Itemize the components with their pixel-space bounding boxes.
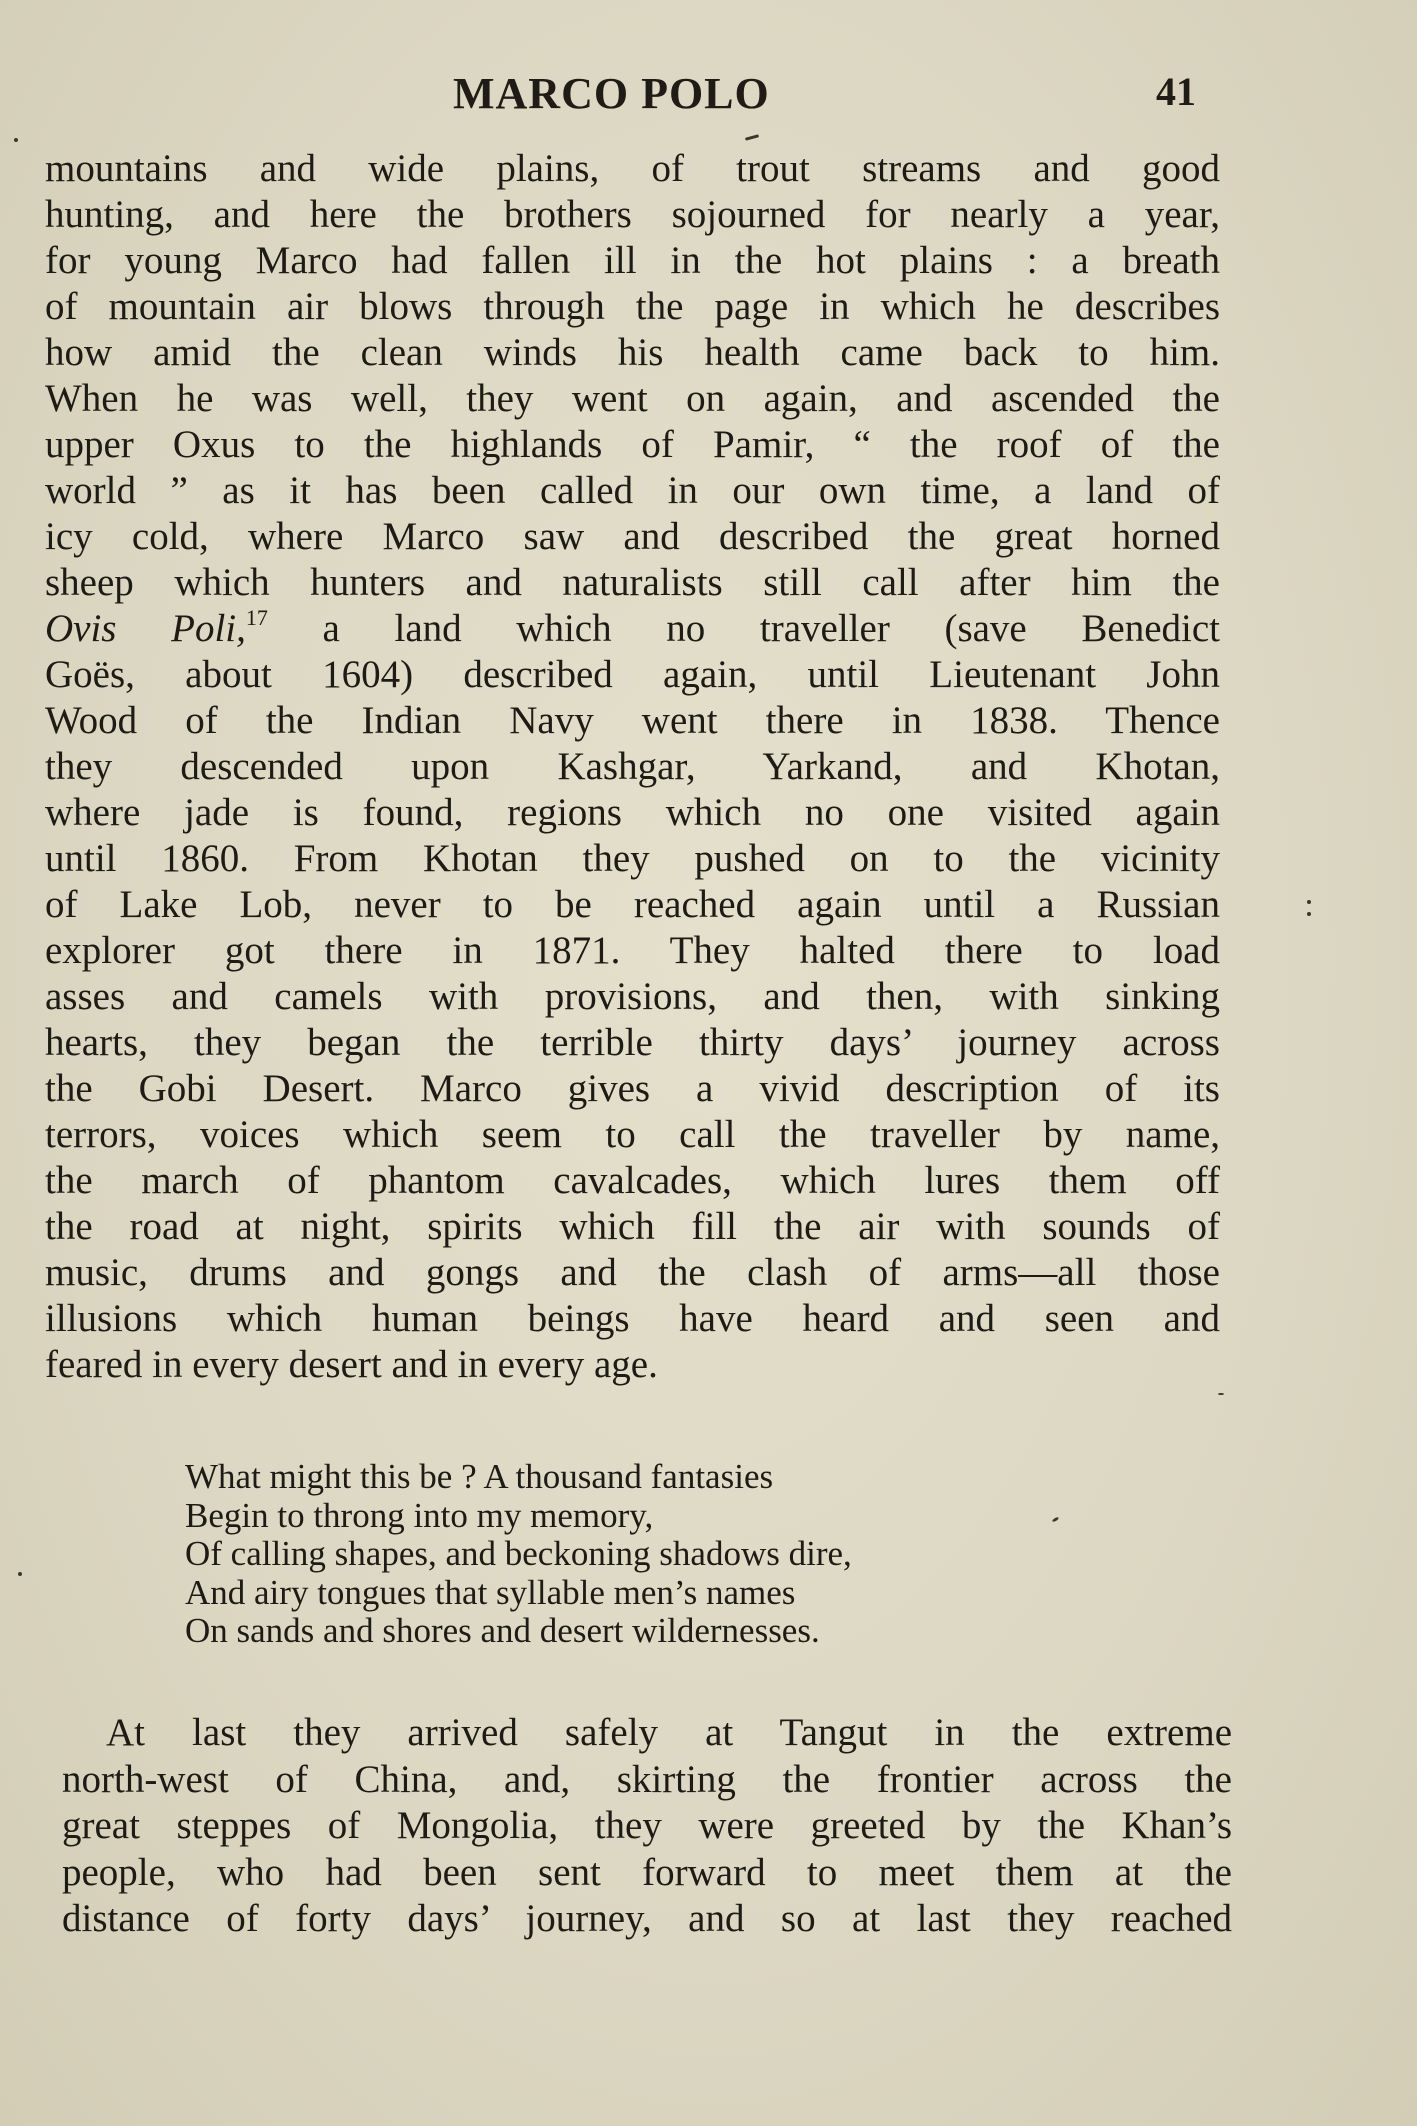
- running-title: MARCO POLO: [453, 69, 770, 118]
- verse-line: Begin to throng into my memory,: [185, 1495, 654, 1535]
- text-line: until 1860. From Khotan they pushed on to the vicinity: [45, 837, 1220, 880]
- text-line: distance of forty days’ journey, and so at last they reached: [62, 1897, 1232, 1940]
- text-line: world ” as it has been called in our own time, a land of: [45, 469, 1220, 512]
- verse-quotation: [185, 1458, 1105, 1651]
- text-line: mountains and wide plains, of trout streams and good: [45, 147, 1220, 190]
- print-speck: [18, 1572, 22, 1576]
- text-line: hunting, and here the brothers sojourned for nearly a year,: [45, 193, 1220, 236]
- text-line: how amid the clean winds his health came back to him.: [45, 331, 1220, 374]
- text-line: the march of phantom cavalcades, which lures them off: [45, 1159, 1220, 1202]
- text-line: they descended upon Kashgar, Yarkand, and Khotan,: [45, 745, 1220, 788]
- text-line: terrors, voices which seem to call the traveller by name,: [45, 1113, 1220, 1156]
- text-line: the road at night, spirits which fill the air with sounds of: [45, 1205, 1220, 1248]
- text-line: Goës, about 1604) described again, until Lieutenant John: [45, 653, 1220, 696]
- verse-line: And airy tongues that syllable men’s names: [185, 1572, 796, 1612]
- text-line-ovis-poli: [45, 606, 1220, 652]
- print-speck: [1307, 912, 1311, 916]
- text-line: asses and camels with provisions, and then, with sinking: [45, 975, 1220, 1018]
- verse-line: On sands and shores and desert wildernesses.: [185, 1611, 820, 1650]
- text-line: of Lake Lob, never to be reached again until a Russian: [45, 883, 1220, 926]
- text-line: explorer got there in 1871. They halted there to load: [45, 929, 1220, 972]
- text-line: hearts, they began the terrible thirty days’ journey across: [45, 1021, 1220, 1064]
- text-line: icy cold, where Marco saw and described the great horned: [45, 515, 1220, 558]
- text-line: where jade is found, regions which no one visited again: [45, 791, 1220, 834]
- verse-line: Of calling shapes, and beckoning shadows dire,: [185, 1534, 852, 1573]
- footnote-ref: 17: [245, 605, 268, 630]
- text-line: illusions which human beings have heard and seen and: [45, 1297, 1220, 1340]
- paragraph-2: [62, 1710, 1232, 1943]
- text-line: upper Oxus to the highlands of Pamir, “ the roof of the: [45, 423, 1220, 466]
- text-line: music, drums and gongs and the clash of arms—all those: [45, 1251, 1220, 1294]
- text-line: feared in every desert and in every age.: [45, 1343, 658, 1386]
- text-segment: a land which no traveller (save Benedict: [267, 607, 1221, 650]
- text-line: for young Marco had fallen ill in the hot plains : a breath: [45, 239, 1220, 282]
- verse-line: What might this be ? A thousand fantasies: [185, 1457, 774, 1496]
- text-line: At last they arrived safely at Tangut in the extreme: [106, 1711, 1232, 1754]
- print-speck: [1218, 1393, 1224, 1395]
- print-speck: [1307, 900, 1311, 904]
- text-line: the Gobi Desert. Marco gives a vivid description of its: [45, 1067, 1220, 1110]
- text-line: sheep which hunters and naturalists still call after him the: [45, 561, 1220, 604]
- text-line: of mountain air blows through the page in which he describes: [45, 285, 1220, 328]
- text-line: When he was well, they went on again, and ascended the: [45, 377, 1220, 420]
- text-line: people, who had been sent forward to meet them at the: [62, 1850, 1232, 1894]
- print-speck: [745, 134, 759, 141]
- species-name: Ovis Poli,: [45, 607, 246, 650]
- text-line: north-west of China, and, skirting the frontier across the: [62, 1757, 1232, 1801]
- print-speck: [14, 138, 18, 142]
- page-header: [0, 68, 1417, 118]
- text-line: great steppes of Mongolia, they were greeted by the Khan’s: [62, 1804, 1232, 1847]
- text-line: Wood of the Indian Navy went there in 1838. Thence: [45, 699, 1220, 742]
- page-number: 41: [1156, 69, 1196, 114]
- paragraph-1: [45, 146, 1220, 1388]
